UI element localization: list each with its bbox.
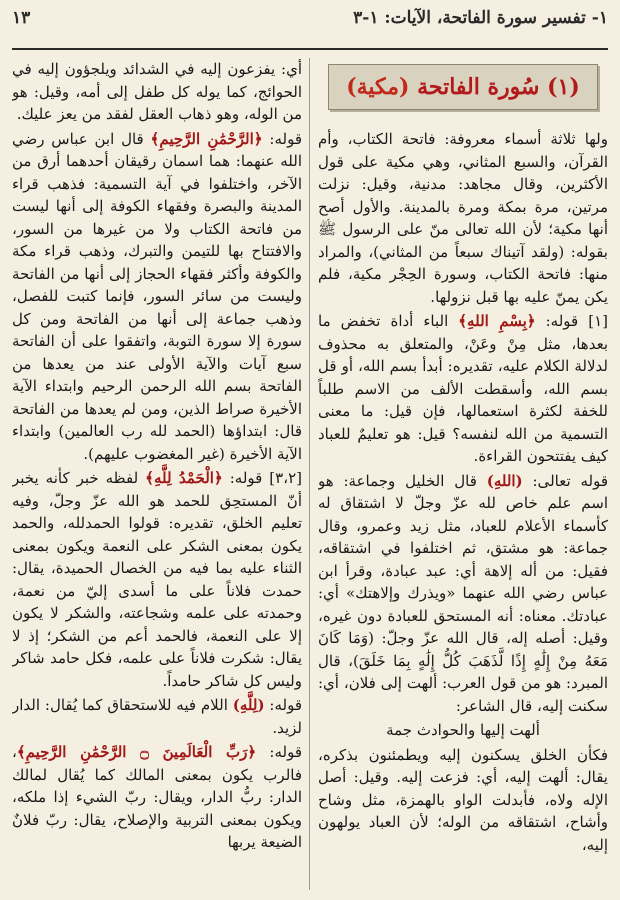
verse-number: [٣،٢] قوله: [222,469,302,487]
page-header [12,8,608,50]
paragraph-text: قال الخليل وجماعة: هو اسم علم خاص لله عزّ وجلّ لا اشتقاق له كأسماء الأعلام للعباد، مثل زيد وعمرو، وقال جماعة: هو مشتق، ثم اختلفوا في اشتقاقه، فقيل: من أله إلاهة أي: عبد عبادة، وقرأ ابن عباس رضي الله عنهما «ويذرك وإلاهتك» أي: عبادتك. معناه: أنه المستحق للعبادة دون غيره، وقيل: أصله إله، قال الله عزّ وجلّ: (وَمَا كَانَ مَعَهُ مِنْ إِلَٰهٍ إِذًا لَّذَهَبَ كُلُّ إِلَٰهٍ بِمَا خَلَقَ)، قال المبرد: هو من قول العرب: ألهت إلى فلان، أي: سكنت إليه، قال الشاعر: [318,471,608,715]
paragraph [12,128,302,466]
page-number: ١٣ [12,8,31,28]
surah-title-banner [328,64,598,110]
left-column [12,58,302,890]
paragraph [12,694,302,739]
paragraph-lead: قوله: [262,129,302,148]
column-divider [309,58,310,890]
quran-quote: (اللهِ) [486,471,523,490]
quran-quote: ﴿الرَّحْمَٰنِ الرَّحِيمِ﴾ [150,129,263,148]
right-column [318,58,608,890]
paragraph-text: لفظه خبر كأنه يخبر أنّ المستحِق للحمد هو الله عزّ وجلّ، وفيه تعليم الخلق، تقديره: قولوا الحمدلله، والحمد يكون بمعنى الشكر على النعمة ويكون بمعنى الثناء عليه بما فيه من الخصال الحميدة، يقال: حمدت فلاناً على ما أسدى إليّ من نعمة، وحمدته على علمه وشجاعته، والشكر لا يكون إلا على النعمة، فالحمد أعم من الشكر؛ إذ لا يقال: شكرت فلاناً على علمه، فكل حامد شاكر وليس كل شاكر حامداً. [12,469,302,690]
surah-kind: (مكية) [346,74,410,100]
quran-quote: ﴿الْحَمْدُ لِلَّهِ﴾ [145,469,223,487]
running-title: ١- تفسير سورة الفاتحة، الآيات: ١-٣ [353,8,608,28]
paragraph [12,467,302,692]
quran-quote: (لِلَّهِ) [232,696,265,714]
paragraph [12,741,302,854]
quran-quote: ﴿بِسْمِ اللهِ﴾ [458,312,536,330]
paragraph-text: اللام فيه للاستحقاق كما يُقال: الدار لزيد. [12,696,302,737]
paragraph-text: قال ابن عباس رضي الله عنهما: هما اسمان رقيقان أحدهما أرق من الآخر، واختلفوا في آية التسمية: فذهب قراء المدينة والبصرة وفقهاء الكوفة إلى أنها ليست من فاتحة الكتاب ولا من غيرها من السور، والافتتاح بها للتيمن والتبرك، وذهب قراء مكة والكوفة وأكثر فقهاء الحجاز إلى أنها من الفاتحة وليست من سائر السور، فإنما كتبت للفصل، وذهب جماعة إلى أنها من الفاتحة ومن كل سورة إلا سورة التوبة، واتفقوا على أن الفاتحة سبع آيات والآية الأولى عند من يعدها من الفاتحة بسم الله الرحمن الرحيم وابتداء الآية الأخيرة صراط الذين، ومن لم يعدها من الفاتحة قال: ابتداؤها (الحمد لله رب العالمين) وابتداء الآية الأخيرة (غير المغضوب عليهم). [12,129,302,463]
paragraph-text: ، فالرب يكون بمعنى المالك كما يُقال لمالك الدار: ربُّ الدار، ويقال: ربّ الشيء إذا ملكه، ويكون بمعنى التربية والإصلاح، يقال: ربّ فلانٌ الضيعة يربها [12,743,302,851]
quran-quote: ﴿رَبِّ الْعَالَمِينَ ۝ الرَّحْمَٰنِ الرَّحِيمِ﴾ [16,743,257,761]
verse-number: [١] قوله: [535,312,608,330]
paragraph: ولها ثلاثة أسماء معروفة: فاتحة الكتاب، وأم القرآن، والسبع المثاني، وهي مكية على قول الأكثرين، وقال مجاهد: مدنية، وقيل: نزلت مرتين، مرة بمكة ومرة بالمدينة. والأول أصح أنها مكية؛ لأن الله تعالى منّ على الرسول ﷺ بقوله: (ولقد آتيناك سبعاً من المثاني)، والمراد منها: فاتحة الكتاب، وسورة الحِجْر مكية، فلم يكن يمنّ عليه بها قبل نزولها. [318,130,608,306]
surah-name: (١) سُورة الفاتحة [417,74,580,100]
paragraph [318,470,608,718]
paragraph-lead: قوله: [256,743,302,761]
paragraph [318,310,608,468]
poem-line: ألهت إليها والحوادث جمة [386,721,540,739]
paragraph: فكأن الخلق يسكنون إليه ويطمئنون بذكره، يقال: ألهت إليه، أي: فزعت إليه. وقيل: أصل الإله ولاه، فأبدلت الواو بالهمزة، مثل وشاح وأشاح، اشتقاقه من الوله؛ لأن العباد يولهون إليه، [318,745,608,854]
paragraph: أي: يفزعون إليه في الشدائد ويلجؤون إليه في الحوائج، كما يوله كل طفل إلى أمه، وقيل: هو من الوله، وهو ذهاب العقل لفقد من يعز عليك. [12,60,302,123]
paragraph-lead: قوله: [264,696,302,714]
paragraph-text: الباء أداة تخفض ما بعدها، مثل مِنْ وعَنْ، والمتعلق به محذوف لدلالة الكلام عليه، تقديره: أبدأ بسم الله، أو قل بسم الله، وأسقطت الألف من الاسم طلباً للخفة لكثرة استعمالها، فإن قيل: ما معنى التسمية من الله لنفسه؟ قيل: هو تعليمٌ للعباد كيف يفتتحون القراءة. [318,312,608,465]
paragraph-lead: قوله تعالى: [522,471,608,490]
